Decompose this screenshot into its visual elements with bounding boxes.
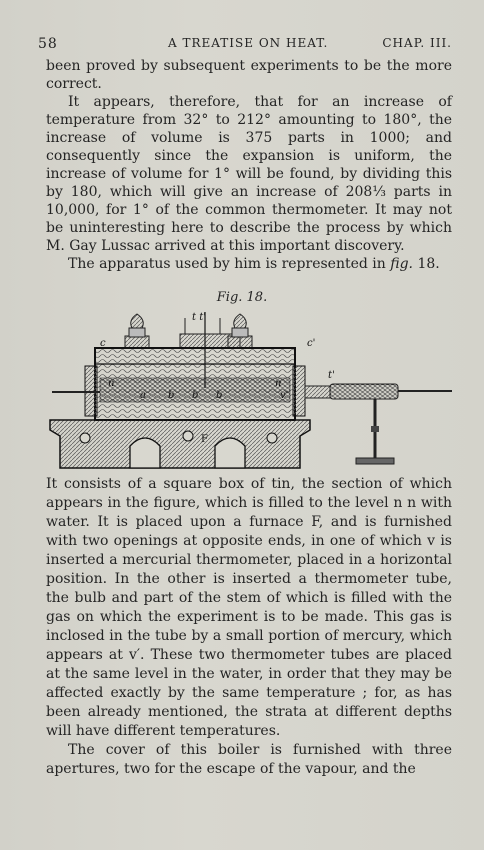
paragraph-continuation: been proved by subsequent experiments to be the more correct.: [46, 58, 452, 92]
label-b3: b: [216, 390, 223, 401]
label-v-prime: v': [280, 390, 289, 401]
label-F: F: [201, 434, 208, 445]
left-cap: [125, 314, 149, 348]
label-n-right: n: [275, 378, 282, 389]
tube-stand: [356, 399, 394, 464]
label-t-t-prime: t t': [192, 312, 206, 323]
text-block-bottom: [46, 475, 452, 779]
label-tube-t-prime: t': [328, 370, 335, 381]
gas-thermometer-tube: [305, 384, 452, 399]
label-c-prime: c': [307, 338, 316, 349]
apparatus-engraving: [40, 308, 460, 478]
running-title: A TREATISE ON HEAT.: [168, 36, 329, 50]
label-b2: b: [192, 390, 199, 401]
text-block-top: [46, 57, 452, 273]
right-cap: [228, 314, 252, 348]
furnace: [50, 420, 310, 468]
label-a: a: [140, 390, 146, 401]
label-b1: b: [168, 390, 175, 401]
label-n-left: n: [108, 378, 115, 389]
label-c: c: [100, 338, 106, 349]
paragraph-box-description: It consists of a square box of tin, the section of which appears in the figure, which is filled to the level n n with water. It is placed upon a furnace F, and is furnished with two openings at opposite ends, in one of which v is inserted a mercurial thermometer, placed in a horizontal position. In the other is inserted a thermometer tube, the bulb and part of the stem of which is filled with the gas on which the experiment is to be made. This gas is inclosed in the tube by a small portion of mercury, which appears at v′. These two thermometer tubes are placed at the same level in the water, in order that they may be affected exactly by the same temperature ; for, as has been already mentioned, the strata at different depths will have different temperatures.: [46, 476, 452, 739]
paragraph-expansion: It appears, therefore, that for an increase of temperature from 32° to 212° amounting to 180°, the increase of volume is 375 parts in 1000; and consequently since the expansion is uniform, the increase of volume for 1° will be found, by dividing this by 180, which will give an increase of 208⅓ parts in 10,000, for 1° of the common thermometer. It may not be uninteresting here to describe the process by which M. Gay Lussac arrived at this important discovery.: [46, 94, 452, 254]
running-header: [38, 34, 452, 54]
page-number: 58: [38, 36, 58, 52]
figure-caption: Fig. 18.: [216, 290, 268, 305]
paragraph-cover: The cover of this boiler is furnished with three apertures, two for the escape of the vapour, and the: [46, 742, 452, 777]
paragraph-apparatus-intro: The apparatus used by him is represented in fig. 18.: [68, 256, 440, 272]
chapter-label: CHAP. III.: [382, 36, 452, 50]
